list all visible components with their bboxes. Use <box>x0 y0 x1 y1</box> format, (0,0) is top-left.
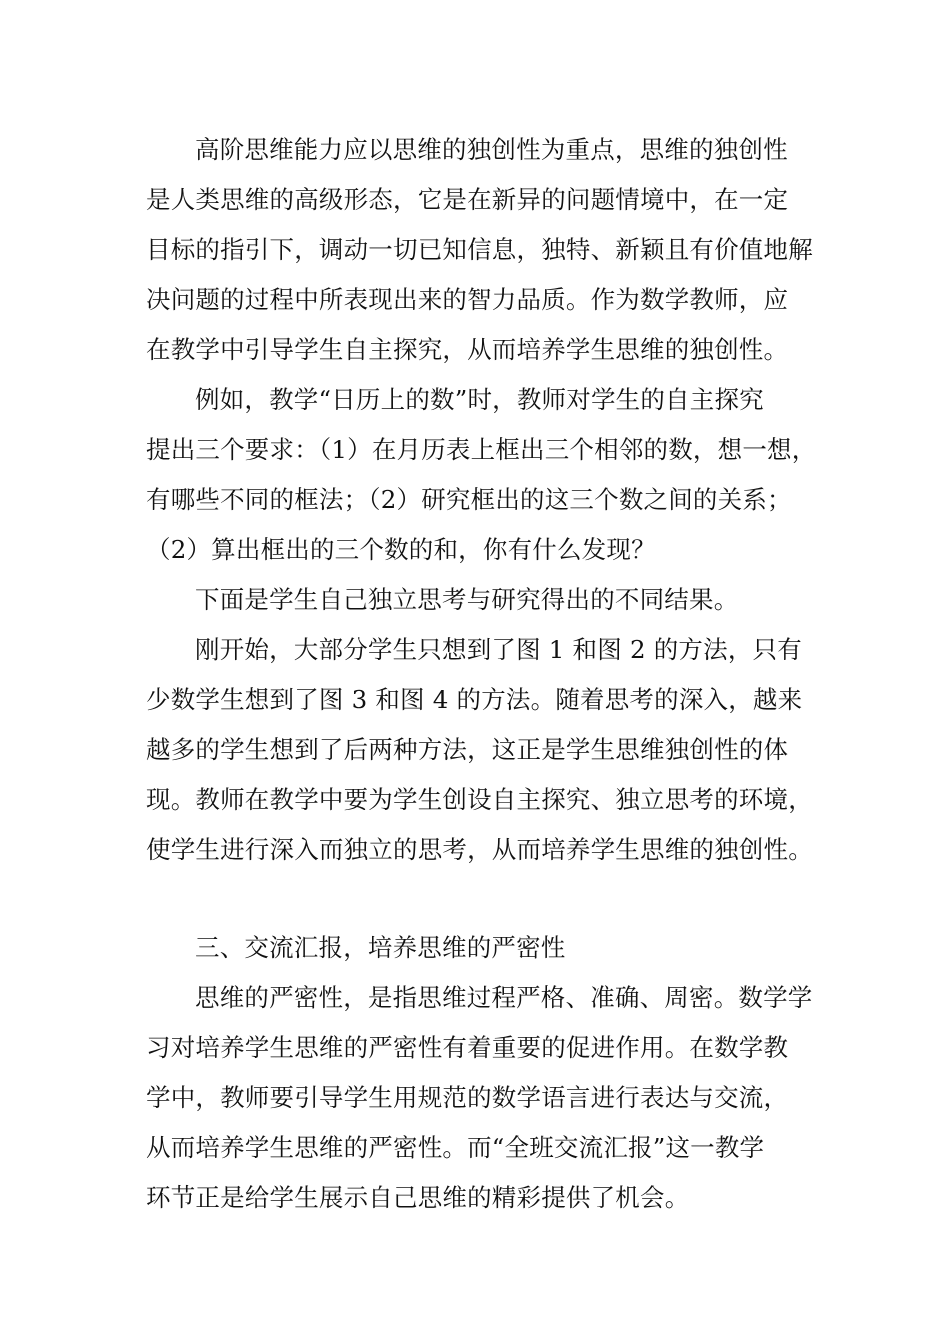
paragraph-line: 在教学中引导学生自主探究，从而培养学生思维的独创性。 <box>146 335 789 364</box>
paragraph-line: 少数学生想到了图 3 和图 4 的方法。随着思考的深入，越来 <box>146 685 803 714</box>
paragraph-line: 越多的学生想到了后两种方法，这正是学生思维独创性的体 <box>146 735 789 764</box>
paragraph-line: （2）算出框出的三个数的和，你有什么发现？ <box>146 535 656 564</box>
paragraph-line: 现。教师在教学中要为学生创设自主探究、独立思考的环境， <box>146 785 813 814</box>
paragraph-line: 习对培养学生思维的严密性有着重要的促进作用。在数学教 <box>146 1033 789 1062</box>
paragraph-line: 刚开始，大部分学生只想到了图 1 和图 2 的方法，只有 <box>195 635 802 664</box>
paragraph-line: 使学生进行深入而独立的思考，从而培养学生思维的独创性。 <box>146 835 813 864</box>
paragraph-line: 提出三个要求：（1）在月历表上框出三个相邻的数，想一想， <box>146 435 817 464</box>
paragraph-line: 下面是学生自己独立思考与研究得出的不同结果。 <box>195 585 739 614</box>
paragraph-line: 从而培养学生思维的严密性。而“全班交流汇报”这一教学 <box>146 1133 765 1162</box>
paragraph-line: 环节正是给学生展示自己思维的精彩提供了机会。 <box>146 1183 690 1212</box>
paragraph-line: 决问题的过程中所表现出来的智力品质。作为数学教师，应 <box>146 285 789 314</box>
section-heading: 三、交流汇报，培养思维的严密性 <box>195 933 566 962</box>
paragraph-line: 是人类思维的高级形态，它是在新异的问题情境中，在一定 <box>146 185 789 214</box>
paragraph-line: 高阶思维能力应以思维的独创性为重点，思维的独创性 <box>195 135 788 164</box>
paragraph-line: 目标的指引下，调动一切已知信息，独特、新颖且有价值地解 <box>146 235 813 264</box>
paragraph-line: 有哪些不同的框法；（2）研究框出的这三个数之间的关系； <box>146 485 792 514</box>
paragraph-line: 例如，教学“日历上的数”时，教师对学生的自主探究 <box>195 385 764 414</box>
paragraph-line: 思维的严密性，是指思维过程严格、准确、周密。数学学 <box>195 983 813 1012</box>
paragraph-line: 学中，教师要引导学生用规范的数学语言进行表达与交流， <box>146 1083 789 1112</box>
